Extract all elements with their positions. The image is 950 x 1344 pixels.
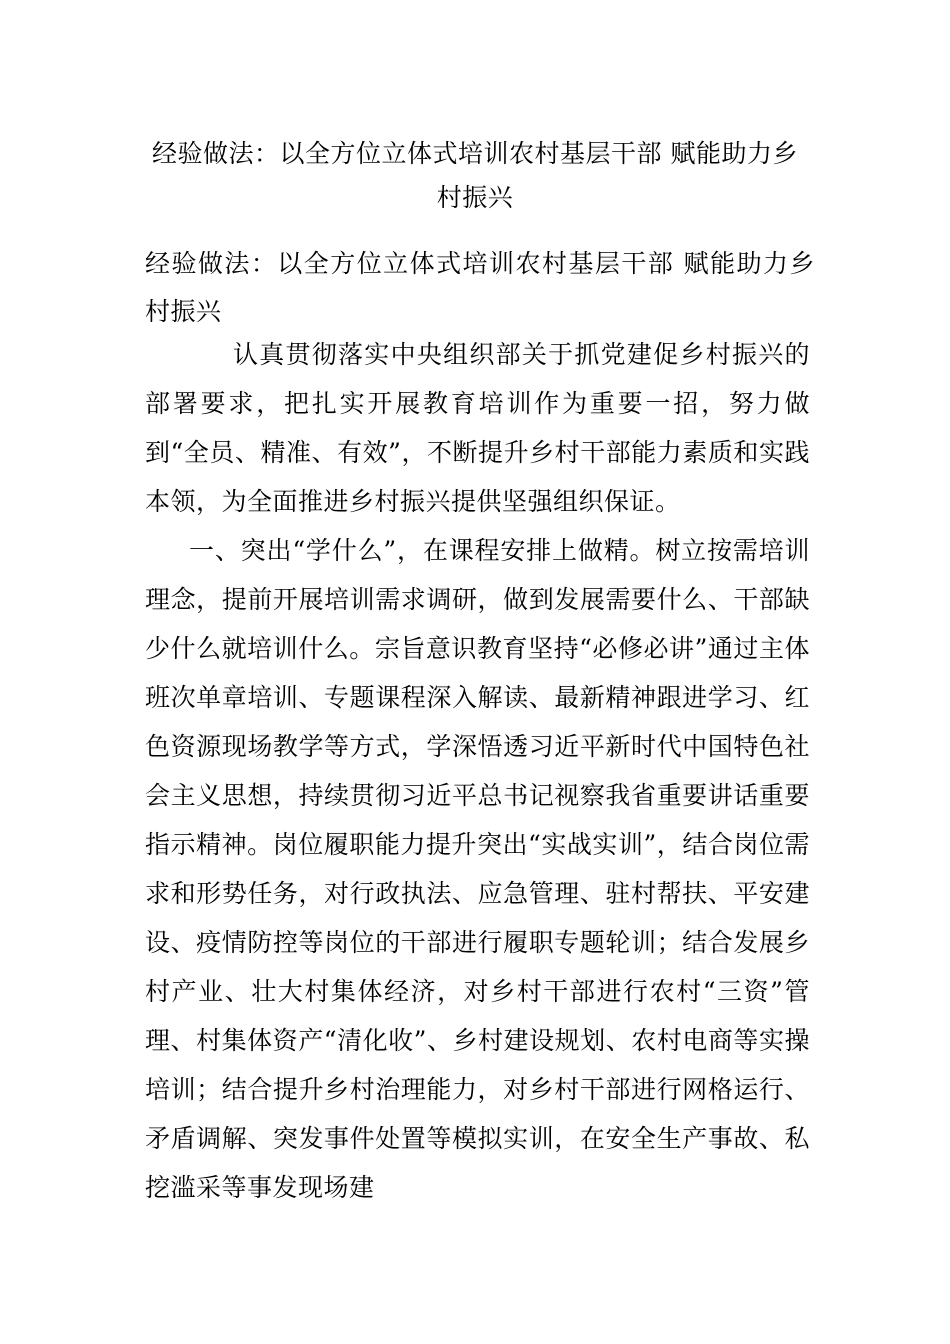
document-subtitle: 经验做法：以全方位立体式培训农村基层干部 赋能助力乡村振兴	[145, 249, 815, 326]
paragraph-section-one: 一、突出“学什么”，在课程安排上做精。树立按需培训理念，提前开展培训需求调研，做到发展需要什么、干部缺少什么就培训什么。宗旨意识教育坚持“必修必讲”通过主体班次单章培训、专题课程深入解读、最新精神跟进学习、红色资源现场教学等方式，学深悟透习近平新时代中国特色社会主义思想，持续贯彻习近平总书记视察我省重要讲话重要指示精神。岗位履职能力提升突出“实战实训”，结合岗位需求和形势任务，对行政执法、应急管理、驻村帮扶、平安建设、疫情防控等岗位的干部进行履职专题轮训；结合发展乡村产业、壮大村集体经济，对乡村干部进行农村“三资”管理、村集体资产“清化收”、乡村建设规划、农村电商等实操培训；结合提升乡村治理能力，对乡村干部进行网格运行、矛盾调解、突发事件处置等模拟实训，在安全生产事故、私挖滥采等事发现场建	[145, 536, 810, 1202]
paragraph-intro: 认真贯彻落实中央组织部关于抓党建促乡村振兴的部署要求，把扎实开展教育培训作为重要一招，努力做到“全员、精准、有效”，不断提升乡村干部能力素质和实践本领，为全面推进乡村振兴提供坚强组织保证。	[145, 340, 810, 516]
document-title: 经验做法：以全方位立体式培训农村基层干部 赋能助力乡村振兴	[152, 139, 798, 212]
